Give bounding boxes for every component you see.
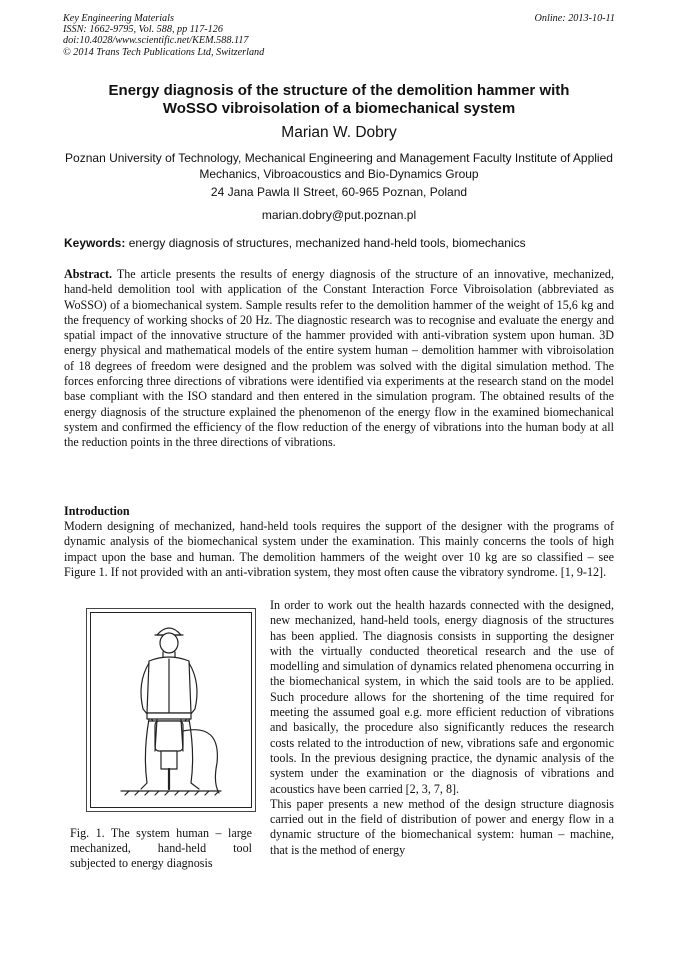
title-line-2: WoSSO vibroisolation of a biomechanical system bbox=[162, 100, 516, 117]
intro-paragraph-2: In order to work out the health hazards connected with the designed, new mechanized, hand-held tools, energy diagnosis of the structures has been applied. The diagnosis consists in supporting the designer with the virtually conducted theoretical research and the use of modelling and simulation of dynamics related phenomena occurring in the biomechanical system, in which the said tools are to be applied. Such procedure allows for the shortening of the time required for meeting the assumed goal e.g. more efficient reduction of vibrations and basically, the procedure also significantly reduces the research costs related to the introduction of new, vibrations safe and ergonomic tools. In the previous designing practice, the dynamic analysis of the system under the examination or the diagnosis of vibrations and acoustics have been carried [2, 3, 7, 8]. bbox=[270, 598, 614, 796]
worker-with-hammer-drawing bbox=[91, 613, 251, 807]
figure-1-image bbox=[90, 612, 252, 808]
right-column-text bbox=[270, 598, 614, 858]
journal-name: Key Engineering Materials bbox=[63, 13, 174, 24]
abstract-label: Abstract. bbox=[64, 267, 113, 281]
paper-title bbox=[40, 82, 638, 118]
keywords-label: Keywords: bbox=[64, 236, 126, 250]
page-header bbox=[63, 13, 615, 58]
author: Marian W. Dobry bbox=[281, 124, 397, 141]
abstract-text: The article presents the results of energy diagnosis of the structure of an innovative, mechanized, hand-held demolition tool with application of the Constant Interaction Force Vibroisolation (abbreviated as WoSSO) of a biomechanical system. Sample results refer to the demolition hammer of the weight of 15,6 kg and the frequency of working shocks of 20 Hz. The diagnostic research was to recognise and evaluate the energy and spatial impact of the innovative structure of the hammer provided with anti-vibration system upon human. 3D energy physical and mathematical models of the entire system human – demolition hammer with vibroisolation of 18 degrees of freedom were designed and the problem was solved with the digital simulation method. The forces enforcing three directions of vibrations were identified via experiments at the research stand on the model base compliant with the ISO standard and then entered in the simulation program. The obtained results of the energy diagnosis of the structure explained the phenomenon of the energy flow in the examined biomechanical system and confirmed the efficiency of the flow reduction of the energy of vibrations into the human body at all the reduction points in the three directions of vibrations. bbox=[64, 267, 615, 450]
issn: ISSN: 1662-9795, Vol. 588, pp 117-126 bbox=[63, 24, 223, 36]
intro-paragraph-1: Modern designing of mechanized, hand-held tools requires the support of the designer with the programs of dynamic analysis of the biomechanical system under the examination. This mainly concerns the tools of high impact upon the base and human. The demolition hammers of the weight over 10 kg are so classified – see Figure 1. If not provided with an anti-vibration system, they most often cause the vibratory syndrome. [1, 9-12]. bbox=[64, 519, 614, 579]
doi: doi:10.4028/www.scientific.net/KEM.588.117 bbox=[63, 35, 249, 47]
abstract bbox=[64, 267, 614, 451]
address: 24 Jana Pawla II Street, 60-965 Poznan, Poland bbox=[210, 185, 468, 199]
intro-paragraph-3: This paper presents a new method of the design structure diagnosis carried out in the field of distribution of power and energy flow in a dynamic structure of the biomechanical system: human – machine, that is the method of energy bbox=[270, 796, 614, 857]
email: marian.dobry@put.poznan.pl bbox=[261, 208, 417, 222]
title-line-1: Energy diagnosis of the structure of the demolition hammer with bbox=[108, 82, 570, 99]
keywords-text: energy diagnosis of structures, mechanized hand-held tools, biomechanics bbox=[128, 236, 526, 250]
online-date: Online: 2013-10-11 bbox=[534, 13, 615, 24]
affiliation: Poznan University of Technology, Mechanical Engineering and Management Faculty Institute of Applied Mechanics, Vibroacoustics and Bio-Dynamics Group bbox=[65, 151, 613, 181]
keywords bbox=[64, 236, 624, 250]
section-heading-introduction: Introduction bbox=[64, 504, 130, 518]
figure-1-caption: Fig. 1. The system human – large mechanized, hand-held tool subjected to energy diagnosis bbox=[70, 826, 252, 870]
copyright: © 2014 Trans Tech Publications Ltd, Switzerland bbox=[63, 46, 265, 58]
